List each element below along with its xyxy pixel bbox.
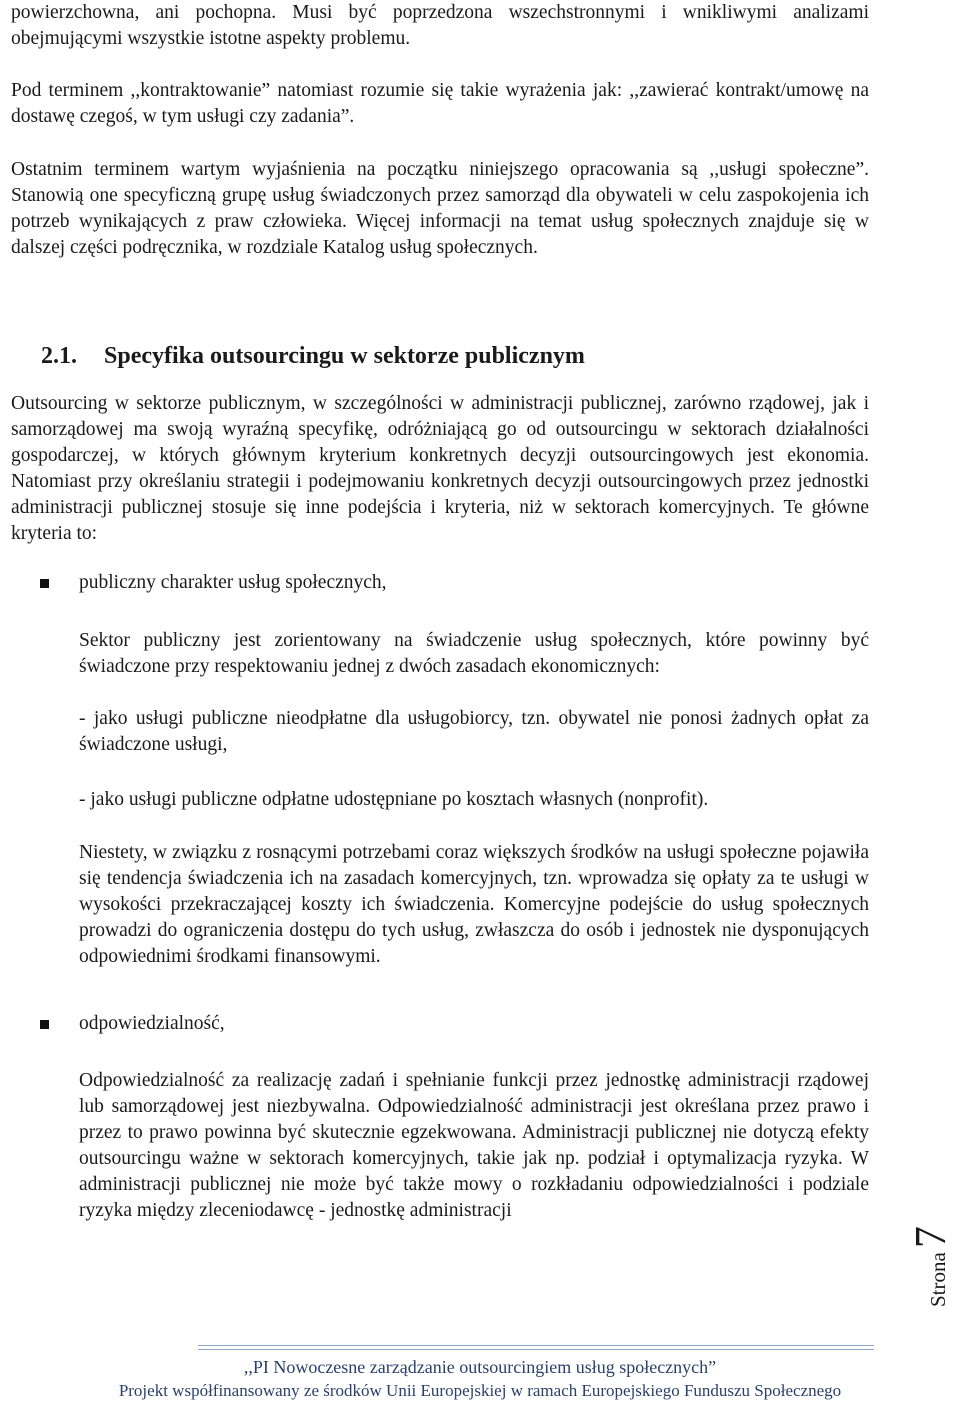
bullet-label: publiczny charakter usług społecznych,: [79, 572, 387, 593]
paragraph-2: Pod terminem ,,kontraktowanie” natomiast rozumie się takie wyrażenia jak: ,,zawierać kontrakt/umowę na dostawę czegoś, w tym usługi czy zadania”.: [11, 80, 869, 127]
section-title: Specyfika outsourcingu w sektorze publicznym: [104, 343, 585, 369]
page-word: Strona: [926, 1252, 950, 1307]
bullet-item-responsibility: [11, 1011, 869, 1037]
page-number-label: [906, 1217, 956, 1307]
document-body: [11, 0, 869, 1224]
section-intro: Outsourcing w sektorze publicznym, w szczególności w administracji publicznej, zarówno rządowej, jak i samorządowej ma swoją wyraźną specyfikę, odróżniającą go od outsourcingu w sektorach działalności gospodarczej, w których głównym kryterium konkretnych decyzji outsourcingowych jest ekonomia. Natomiast przy określaniu strategii i podejmowaniu konkretnych decyzji outsourcingowych przez jednostki administracji publicznej stosuje się inne podejścia i kryteria, niż w sektorach komercyjnych. Te główne kryteria to:: [11, 393, 869, 544]
paragraph-1: powierzchowna, ani pochopna. Musi być poprzedzona wszechstronnymi i wnikliwymi analizami obejmującymi wszystkie istotne aspekty problemu.: [11, 2, 869, 49]
footer-divider-second: [198, 1349, 874, 1350]
square-bullet-icon: [40, 579, 49, 588]
bullet-2-paragraph-1: Odpowiedzialność za realizację zadań i spełnianie funkcji przez jednostkę administracji rządowej lub samorządowej jest niezbywalna. Odpowiedzialność administracji jest określana przez prawo i przez to prawo powinna być skutecznie egzekwowana. Administracji publicznej nie dotyczą efekty outsourcingu ważne w sektorach komercyjnych, takie jak np. podział i optymalizacja ryzyka. W administracji publicznej nie może być także mowy o rozkładaniu odpowiedzialności i podziale ryzyka między zleceniodawcę - jednostkę administracji: [79, 1070, 869, 1221]
bullet-1-paragraph-2: - jako usługi publiczne nieodpłatne dla usługobiorcy, tzn. obywatel nie ponosi żadnych opłat za świadczone usługi,: [79, 708, 869, 755]
footer-funding-note: Projekt współfinansowany ze środków Unii Europejskiej w ramach Europejskiego Funduszu Społecznego: [118, 1381, 842, 1400]
section-number: 2.1.: [41, 343, 77, 369]
bullet-1-paragraph-4: Niestety, w związku z rosnącymi potrzebami coraz większych środków na usługi społeczne pojawiła się tendencja świadczenia ich na zasadach komercyjnych, tzn. wprowadza się opłaty za te usługi w wysokości przekraczającej koszty ich świadczenia. Komercyjne podejście do usług społecznych prowadzi do ograniczenia dostępu do tych usług, zwłaszcza do osób i jednostek nie dysponujących odpowiednimi środkami finansowymi.: [79, 842, 869, 967]
bullet-item-public-character: [11, 570, 869, 596]
page-number: 7: [906, 1226, 955, 1249]
bullet-1-paragraph-3: - jako usługi publiczne odpłatne udostępniane po kosztach własnych (nonprofit).: [79, 789, 709, 810]
section-heading: [41, 341, 869, 371]
paragraph-3: Ostatnim terminem wartym wyjaśnienia na początku niniejszego opracowania są ,,usługi społeczne”. Stanowią one specyficzną grupę usług świadczonych przez samorząd dla obywateli w celu zaspokojenia ich potrzeb wynikających z praw człowieka. Więcej informacji na temat usług społecznych znajduje się w dalszej części podręcznika, w rozdziale Katalog usług społecznych.: [11, 159, 869, 258]
bullet-label: odpowiedzialność,: [79, 1013, 225, 1034]
square-bullet-icon: [40, 1020, 49, 1029]
footer-project-title: ,,PI Nowoczesne zarządzanie outsourcingiem usług społecznych”: [243, 1357, 717, 1377]
bullet-1-paragraph-1: Sektor publiczny jest zorientowany na świadczenie usług społecznych, które powinny być świadczone przy respektowaniu jednej z dwóch zasadach ekonomicznych:: [79, 630, 869, 677]
footer-divider: [198, 1345, 874, 1346]
